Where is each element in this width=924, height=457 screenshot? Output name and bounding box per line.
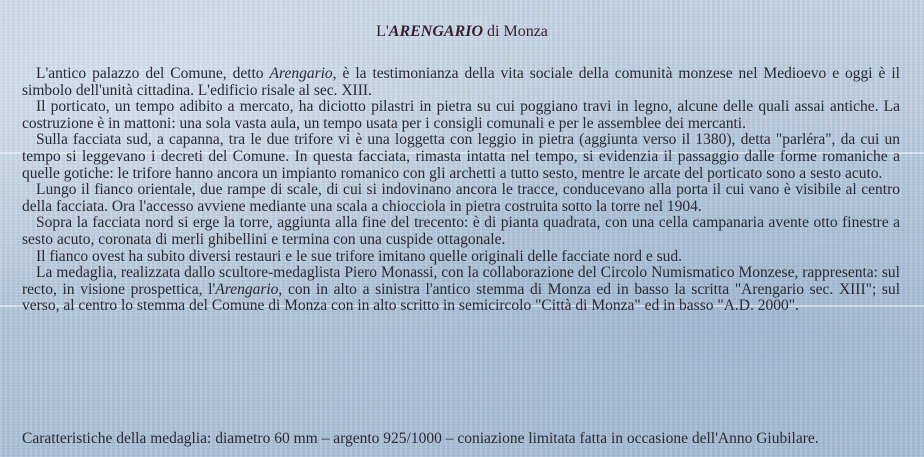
paragraph-text: Sopra la facciata nord si erge la torre, aggiunta alla fine del trecento: è di pianta quadrata, con una cella campanaria avente otto finestre a sesto acuto, coronata di merli ghibellini e termina con una cuspide ottagonale. [22,214,900,248]
paragraph-text: Lungo il fianco orientale, due rampe di scale, di cui si indovinano ancora le tracce, conducevano alla porta il cui vano è visibile al centro della facciata. Ora l'accesso avviene mediante una scala a chiocciola in pietra costruita sotto la torre nel 1904. [22,181,900,215]
paragraph-emphasis: Arengario [269,65,333,82]
paragraph-text: Il fianco ovest ha subito diversi restauri e le sue trifore imitano quelle originali delle facciate nord e sud. [36,247,683,265]
medal-specifications: Caratteristiche della medaglia: diametro 60 mm – argento 925/1000 – coniazione limitata fatta in occasione dell'Anno Giubilare. [22,430,819,447]
paragraph-history [22,66,900,99]
document-title [0,22,924,42]
paragraph-text: L'antico palazzo del Comune, detto [36,65,270,82]
paragraph-text: La medaglia, realizzata dallo scultore-medaglista Piero Monassi, con la collaborazione del Circolo Numismatico Monzese, rappresenta: sul recto, in visione prospettica, l' [22,264,900,298]
paragraph-portico [22,99,900,132]
title-suffix: di Monza [483,23,548,40]
title-prefix: L' [376,23,389,40]
paragraph-east-side [22,182,900,215]
paragraph-tower [22,215,900,248]
paragraph-west-side [22,249,900,266]
document-body [22,66,900,315]
paragraph-emphasis: Arengario [215,280,279,298]
paragraph-text: , con in alto a sinistra l'antico stemma di Monza ed in basso la scritta "Arengario sec. XIII"; sul verso, al centro lo stemma del Comune di Monza con in alto scritto in semicircolo "Città di Monza" ed in basso "A.D. 2000". [22,280,900,315]
paragraph-south-facade [22,132,900,182]
paragraph-text: , è la testimonianza della vita sociale della comunità monzese nel Medioevo e oggi è il simbolo dell'unità cittadina. L'edificio risale al sec. XIII. [22,65,900,99]
paragraph-text: Il porticato, un tempo adibito a mercato, ha diciotto pilastri in pietra su cui poggiano travi in legno, alcune delle quali assai antiche. La costruzione è in mattoni: una sola vasta aula, un tempo usata per i consigli comunali e per le assemblee dei mercanti. [22,98,900,132]
title-emphasis: ARENGARIO [388,23,484,40]
paragraph-medal [22,265,900,315]
paragraph-text: Sulla facciata sud, a capanna, tra le due trifore vi è una loggetta con leggio in pietra (aggiunta verso il 1380), detta "parléra", da cui un tempo si leggevano i decreti del Comune. In questa facciata, rimasta intatta nel tempo, si evidenzia il passaggio dalle forme romaniche a quelle gotiche: le trifore hanno ancora un impianto romanico con gli archetti a tutto sesto, mentre le arcate del porticato sono a sesto acuto. [22,131,900,182]
